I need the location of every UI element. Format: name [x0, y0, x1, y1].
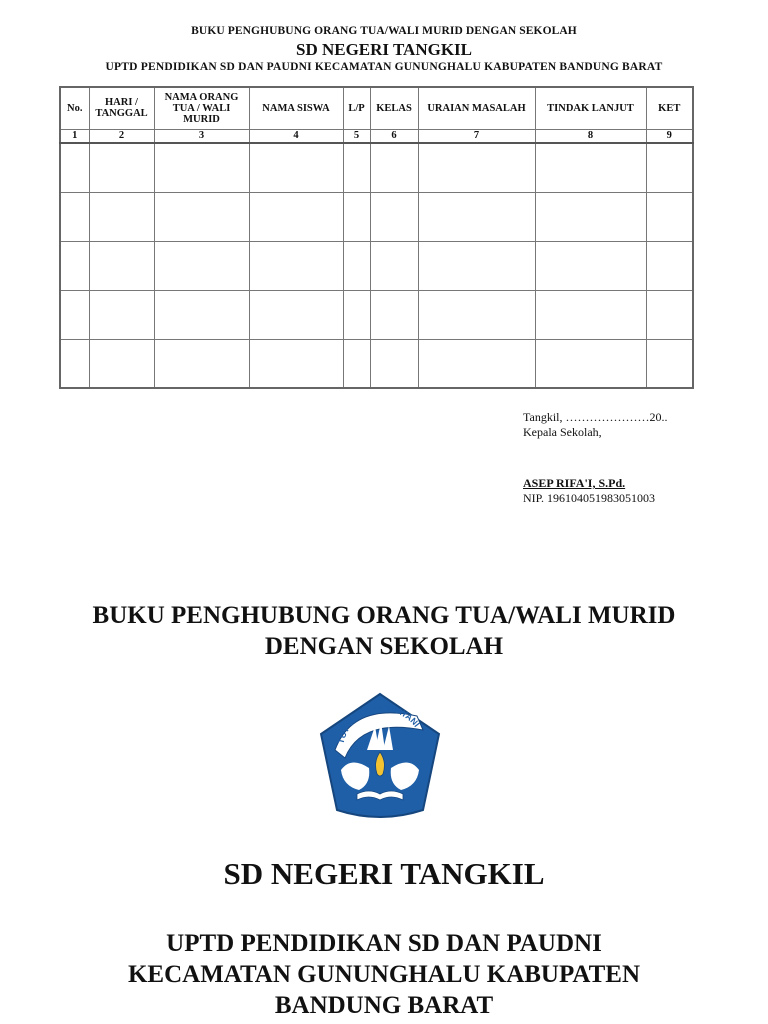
table-cell — [370, 192, 418, 241]
table-cell — [646, 192, 693, 241]
table-row — [60, 192, 693, 241]
col-number: 2 — [89, 129, 154, 143]
table-cell — [646, 290, 693, 339]
header-title: BUKU PENGHUBUNG ORANG TUA/WALI MURID DENGAN SEKOLAH — [191, 25, 577, 37]
header-organization: UPTD PENDIDIKAN SD DAN PAUDNI KECAMATAN GUNUNGHALU KABUPATEN BANDUNG BARAT — [105, 61, 663, 73]
table-cell — [343, 241, 370, 290]
table-header-row — [60, 87, 693, 129]
signature-name: ASEP RIFA'I, S.Pd. — [523, 476, 626, 490]
col-header-no: No. — [60, 87, 89, 129]
table-cell — [370, 241, 418, 290]
col-number: 5 — [343, 129, 370, 143]
table-cell — [535, 192, 646, 241]
table-cell — [249, 143, 343, 192]
tut-wuri-handayani-logo — [313, 690, 447, 824]
table-cell — [418, 241, 535, 290]
table-cell — [60, 241, 89, 290]
col-header-class: KELAS — [370, 87, 418, 129]
table-row — [60, 290, 693, 339]
table-cell — [646, 143, 693, 192]
table-cell — [535, 143, 646, 192]
table-row — [60, 241, 693, 290]
table-cell — [343, 290, 370, 339]
cover-school-name: SD NEGERI TANGKIL — [223, 856, 545, 891]
table-cell — [249, 339, 343, 388]
col-number: 9 — [646, 129, 693, 143]
col-header-note: KET — [646, 87, 693, 129]
col-header-followup: TINDAK LANJUT — [535, 87, 646, 129]
table-cell — [343, 192, 370, 241]
cover-org-line2: KECAMATAN GUNUNGHALU KABUPATEN — [127, 961, 641, 988]
table-cell — [154, 339, 249, 388]
table-row — [60, 143, 693, 192]
col-number: 1 — [60, 129, 89, 143]
col-header-date: HARI / TANGGAL — [89, 87, 154, 129]
cover-title-line2: DENGAN SEKOLAH — [264, 633, 504, 660]
col-number: 8 — [535, 129, 646, 143]
signature-nip: NIP. 196104051983051003 — [523, 491, 656, 505]
liaison-table — [59, 86, 694, 389]
table-cell — [154, 290, 249, 339]
col-number: 3 — [154, 129, 249, 143]
signature-place-date: Tangkil, …………………20.. — [523, 410, 668, 424]
table-cell — [89, 192, 154, 241]
table-cell — [154, 192, 249, 241]
table-cell — [370, 290, 418, 339]
table-cell — [370, 339, 418, 388]
col-header-parent: NAMA ORANG TUA / WALI MURID — [154, 87, 249, 129]
table-row — [60, 339, 693, 388]
col-header-gender: L/P — [343, 87, 370, 129]
col-header-student: NAMA SISWA — [249, 87, 343, 129]
table-cell — [535, 290, 646, 339]
col-header-problem: URAIAN MASALAH — [418, 87, 535, 129]
cover-organization — [0, 928, 768, 1021]
cover-org-line3: BANDUNG BARAT — [274, 992, 494, 1019]
table-cell — [89, 339, 154, 388]
table-cell — [535, 241, 646, 290]
table-cell — [370, 143, 418, 192]
table-cell — [646, 339, 693, 388]
table-cell — [343, 339, 370, 388]
col-number: 7 — [418, 129, 535, 143]
table-cell — [343, 143, 370, 192]
table-cell — [535, 339, 646, 388]
signature-role: Kepala Sekolah, — [523, 425, 602, 439]
table-cell — [89, 290, 154, 339]
cover-title — [0, 600, 768, 662]
table-cell — [249, 241, 343, 290]
header-school-name: SD NEGERI TANGKIL — [295, 40, 473, 59]
table-cell — [646, 241, 693, 290]
col-number: 6 — [370, 129, 418, 143]
table-cell — [418, 192, 535, 241]
table-cell — [418, 339, 535, 388]
table-cell — [154, 143, 249, 192]
table-cell — [418, 143, 535, 192]
table-cell — [249, 192, 343, 241]
table-cell — [60, 290, 89, 339]
table-cell — [89, 143, 154, 192]
table-cell — [249, 290, 343, 339]
table-cell — [60, 192, 89, 241]
table-number-row — [60, 129, 693, 143]
table-cell — [89, 241, 154, 290]
table-cell — [154, 241, 249, 290]
cover-org-line1: UPTD PENDIDIKAN SD DAN PAUDNI — [166, 930, 602, 957]
cover-title-line1: BUKU PENGHUBUNG ORANG TUA/WALI MURID — [92, 602, 676, 629]
table-cell — [60, 339, 89, 388]
table-cell — [60, 143, 89, 192]
logo-motto-text: TUT WURI HANDAYANI — [335, 702, 422, 745]
table-cell — [418, 290, 535, 339]
col-number: 4 — [249, 129, 343, 143]
